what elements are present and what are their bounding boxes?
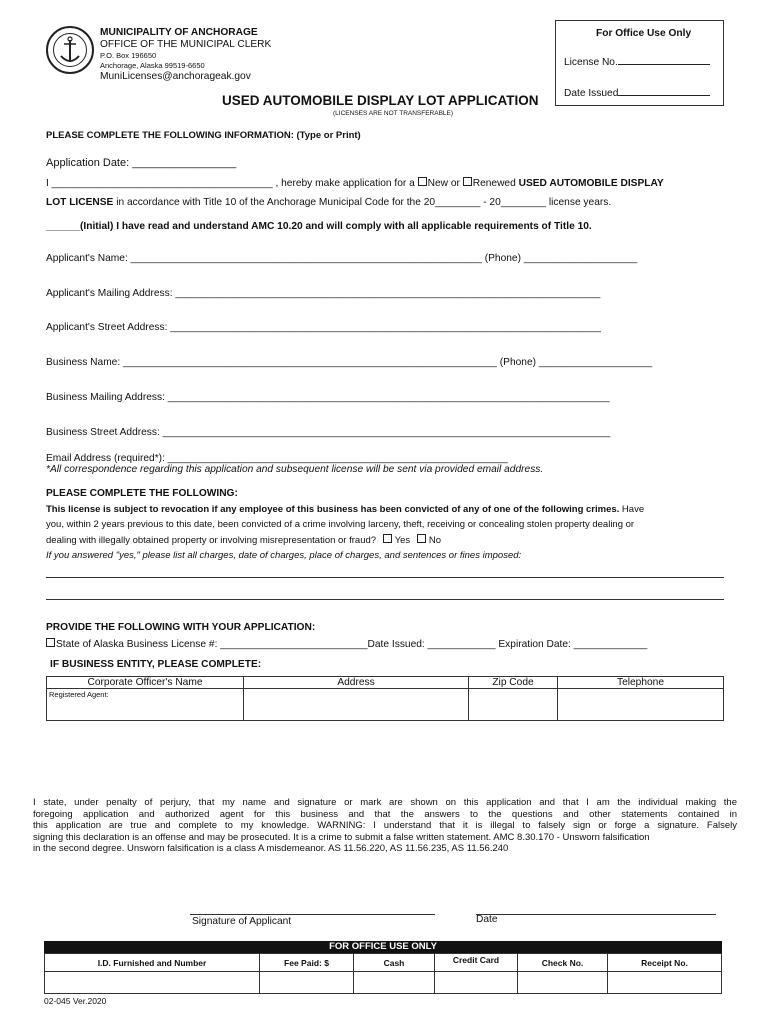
application-statement-line1 <box>46 177 664 189</box>
charges-line-2[interactable] <box>46 599 724 600</box>
form-subtitle: (LICENSES ARE NOT TRANSFERABLE) <box>333 110 454 117</box>
col-cash: Cash <box>354 954 435 972</box>
agent-telephone-cell[interactable] <box>558 689 724 721</box>
cash-cell[interactable] <box>354 972 435 994</box>
new-label: New or <box>427 178 463 189</box>
city-address: Anchorage, Alaska 99519-6650 <box>100 61 205 70</box>
check-no-cell[interactable] <box>518 972 608 994</box>
application-statement-line2: LOT LICENSE in accordance with Title 10 of the Anchorage Municipal Code for the 20________ - 20________ license years. <box>46 197 612 208</box>
office-use-banner: FOR OFFICE USE ONLY <box>44 941 722 953</box>
yes-checkbox[interactable] <box>383 534 392 543</box>
perjury-declaration: I state, under penalty of perjury, that my name and signature or mark are shown on this application and that I am the individual making the foregoing application and authorized agent for this business and that the answers to the questions and other statements contained in this application are true and complete to my knowledge. WARNING: I understand that it is illegal to falsely sign or forge a signature. Falsely signing this declaration is an offense and may be prosecuted. It is a crime to submit a false written statement. AMC 8.30.170 - Unsworn falsification in the second degree. Unsworn falsification is a class A misdemeanor. AS 11.56.220, AS 11.56.235, AS 11.56.240 <box>33 797 737 855</box>
office-use-box <box>555 20 724 106</box>
form-title: USED AUTOMOBILE DISPLAY LOT APPLICATION <box>222 93 539 108</box>
applicant-name-field[interactable]: Applicant's Name: ______________________________________________________________ (Phone) ____________________ <box>46 253 638 264</box>
email-note: *All correspondence regarding this application and subsequent license will be sent via provided email address. <box>46 464 544 475</box>
crimes-line2: you, within 2 years previous to this date, been convicted of a crime involving larceny, theft, receiving or concealing stolen property dealing or <box>46 519 635 530</box>
col-credit-card: Credit Card <box>435 954 518 972</box>
signature-label: Signature of Applicant <box>192 916 292 927</box>
renewed-checkbox[interactable] <box>463 177 472 186</box>
license-type: USED AUTOMOBILE DISPLAY <box>518 178 664 189</box>
crimes-line1: This license is subject to revocation if any employee of this business has been convicted of any of one of the following crimes. Have <box>46 504 645 515</box>
office-license-no[interactable]: License No. <box>564 57 710 68</box>
applicant-street-field[interactable]: Applicant's Street Address: ____________________________________________________________________________ <box>46 322 601 333</box>
col-officer-name: Corporate Officer's Name <box>47 677 244 689</box>
contact-email: MuniLicenses@anchorageak.gov <box>100 71 251 82</box>
id-furnished-cell[interactable] <box>45 972 260 994</box>
business-entity-table <box>46 676 724 721</box>
instruction-heading: PLEASE COMPLETE THE FOLLOWING INFORMATION: (Type or Print) <box>46 130 361 141</box>
receipt-no-cell[interactable] <box>608 972 722 994</box>
if-yes-instruction: If you answered "yes," please list all charges, date of charges, place of charges, and sentences or fines imposed: <box>46 550 522 561</box>
charges-line-1[interactable] <box>46 577 724 578</box>
col-telephone: Telephone <box>558 677 724 689</box>
office-box-title: For Office Use Only <box>596 28 692 39</box>
no-checkbox[interactable] <box>417 534 426 543</box>
date-line[interactable] <box>476 914 716 915</box>
signature-line[interactable] <box>190 914 435 915</box>
fee-paid-cell[interactable] <box>260 972 354 994</box>
applicant-mailing-field[interactable]: Applicant's Mailing Address: ___________________________________________________________________________ <box>46 288 601 299</box>
renewed-label: Renewed <box>472 178 519 189</box>
col-zip: Zip Code <box>469 677 558 689</box>
email-field[interactable]: Email Address (required*): ____________________________________________________________ <box>46 453 508 464</box>
form-version: 02-045 Ver.2020 <box>44 996 107 1006</box>
col-check-no: Check No. <box>518 954 608 972</box>
po-box: P.O. Box 196650 <box>100 51 157 60</box>
yes-label: Yes <box>394 535 411 546</box>
municipality-seal-logo <box>46 26 94 74</box>
state-license-checkbox[interactable] <box>46 638 55 647</box>
col-receipt-no: Receipt No. <box>608 954 722 972</box>
date-label: Date <box>476 914 498 925</box>
agent-address-cell[interactable] <box>244 689 469 721</box>
agent-zip-cell[interactable] <box>469 689 558 721</box>
office-use-table <box>44 953 722 994</box>
registered-agent-cell[interactable]: Registered Agent: <box>47 689 244 721</box>
credit-card-cell[interactable] <box>435 972 518 994</box>
state-license-field[interactable]: State of Alaska Business License #: __________________________Date Issued: ____________ Expiration Date: _____________ <box>46 638 647 650</box>
initial-acknowledgement[interactable]: ______(Initial) I have read and understand AMC 10.20 and will comply with all applicable requirements of Title 10. <box>46 221 592 232</box>
business-mailing-field[interactable]: Business Mailing Address: ______________________________________________________________________________ <box>46 392 610 403</box>
provide-heading: PROVIDE THE FOLLOWING WITH YOUR APPLICATION: <box>46 622 316 633</box>
no-label: No <box>428 535 441 546</box>
business-name-field[interactable]: Business Name: __________________________________________________________________ (Phone) ____________________ <box>46 357 653 368</box>
crimes-line3: dealing with illegally obtained property or involving misrepresentation or fraud? Yes No <box>46 535 441 546</box>
business-street-field[interactable]: Business Street Address: _______________________________________________________________________________ <box>46 427 611 438</box>
col-address: Address <box>244 677 469 689</box>
crimes-heading: PLEASE COMPLETE THE FOLLOWING: <box>46 488 238 499</box>
office-date-issued[interactable]: Date Issued <box>564 88 710 99</box>
office-name: OFFICE OF THE MUNICIPAL CLERK <box>100 39 272 50</box>
application-date-field[interactable]: Application Date: _________________ <box>46 157 237 169</box>
col-fee-paid: Fee Paid: $ <box>260 954 354 972</box>
col-id-furnished: I.D. Furnished and Number <box>45 954 260 972</box>
new-checkbox[interactable] <box>418 177 427 186</box>
org-name: MUNICIPALITY OF ANCHORAGE <box>100 27 258 38</box>
entity-heading: IF BUSINESS ENTITY, PLEASE COMPLETE: <box>50 659 262 670</box>
applicant-name-blank[interactable]: I _______________________________________ , hereby make application for a <box>46 178 418 189</box>
